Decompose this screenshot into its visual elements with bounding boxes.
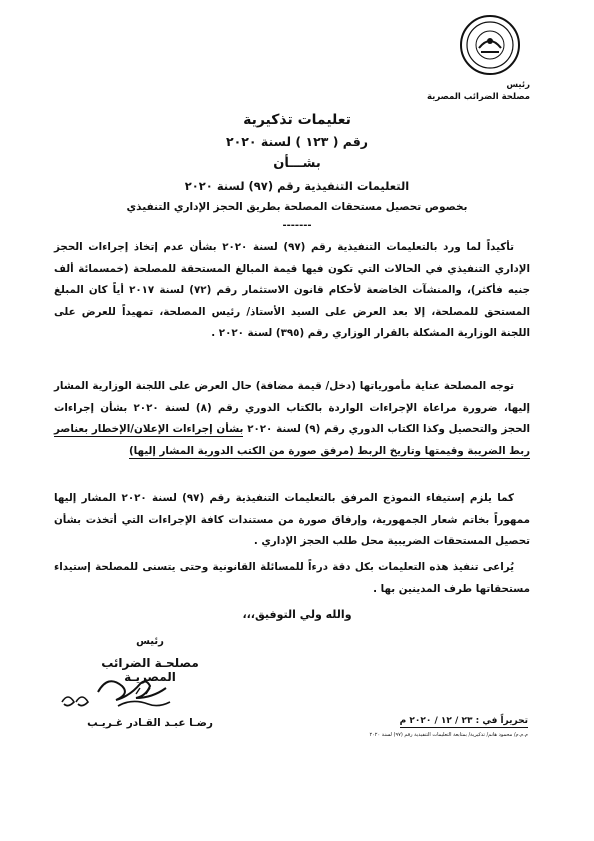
paragraph-2-underlined: بشأن إجراءات الإعلان/الإخطار بعناصر ربط الضريبة وقيمتها وتاريخ الربط (مرفق صورة من الكتب الدورية المشار إليها)	[54, 423, 530, 457]
closing-line: والله ولي التوفيق،،،	[242, 608, 352, 621]
tax-authority-seal-icon	[459, 14, 521, 76]
signature-title: رئيس	[136, 636, 164, 647]
subject-title: التعليمات التنفيذية رقم (٩٧) لسنة ٢٠٢٠	[184, 179, 410, 193]
subject-label: بشـــأن	[273, 156, 321, 171]
signatory-name: رضـا عبـد القـادر غـريـب	[87, 717, 213, 729]
paragraph-4: يُراعى تنفيذ هذه التعليمات بكل دقة درءاً للمسائلة القانونية وحتى يتسنى للمصلحة إستيداء مستحقاتها طرف المدينين بها .	[54, 561, 530, 595]
footer-date	[400, 716, 528, 726]
footer-reference: م.م.م/ محمود هانم/ تذكيرية/ بمتابعة التعليمات التنفيذية رقم (٩٧) لسنة ٢٠٢٠	[369, 732, 528, 738]
document-title: تعليمات تذكيرية	[243, 112, 351, 128]
paragraph-3: كما يلزم إستيفاء النموذج المرفق بالتعليمات التنفيذية رقم (٩٧) لسنة ٢٠٢٠ المشار إليها ممهوراً بخاتم شعار الجمهورية، وإرفاق صورة من مستندات كافة الإجراءات التي أتخذت بشأن تحصيل المستحقات الضريبية محل طلب الحجز الإداري .	[54, 492, 530, 548]
paragraph-2-text: توجه المصلحة عناية مأمورياتها (دخل/ قيمة مضافة) حال العرض على اللجنة الوزارية المشار إليها، ضرورة مراعاة الإجراءات الواردة بالكتاب الدوري رقم (٨) لسنة ٢٠٢٠ بشأن إجراءات الحجز والتحصيل وكذا الكتاب الدوري رقم (٩) لسنة ٢٠٢٠	[54, 380, 531, 436]
paragraph-2	[54, 376, 530, 462]
document-number: رقم ( ١٢٣ ) لسنة ٢٠٢٠	[226, 134, 368, 149]
seal-caption-title: رئيس	[506, 80, 530, 90]
subject-subtitle: بخصوص تحصيل مستحقات المصلحة بطريق الحجز الإداري التنفيذي	[126, 201, 468, 213]
paragraph-1: تأكيداً لما ورد بالتعليمات التنفيذية رقم (٩٧) لسنة ٢٠٢٠ بشأن عدم إتخاذ إجراءات الحجز الإداري التنفيذي في الحالات التي تكون فيها قيمة المبالغ المستحقة للمصلحة (خمسمائة ألف جنيه فأكثر)، والمنشآت الخاضعة لأحكام قانون الاستثمار رقم (٧٢) لسنة ٢٠١٧ أياً كان المبلغ المستحق للمصلحة، إلا بعد العرض على السيد الأستاذ/ رئيس المصلحة، تمهيداً للعرض على اللجنة الوزارية المشكلة بالقرار الوزاري رقم (٣٩٥) لسنة ٢٠٢٠ .	[54, 241, 530, 340]
handwritten-signature-icon	[58, 672, 198, 718]
footer-date-text: تحريراً في : ٢٣ / ١٢ / ٢٠٢٠ م	[399, 716, 528, 726]
signature-org: مصلحـة الضرائب المصريـة	[101, 656, 199, 684]
seal-caption-org: مصلحة الضرائب المصرية	[427, 92, 530, 102]
title-divider: -------	[282, 220, 312, 231]
